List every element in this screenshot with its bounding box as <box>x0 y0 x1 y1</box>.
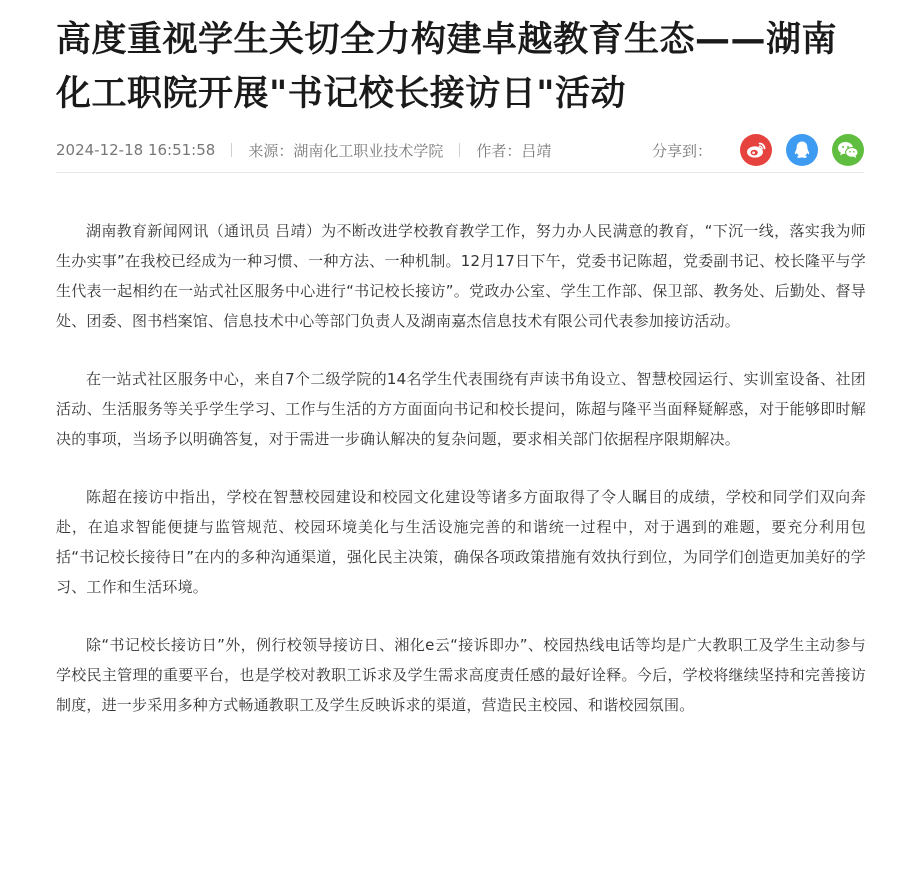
meta-divider <box>459 143 460 157</box>
qq-icon <box>793 140 811 160</box>
article-title-line-1: 高度重视学生关切全力构建卓越教育生态——湖南 <box>56 20 838 60</box>
article-source: 来源：湖南化工职业技术学院 <box>248 141 444 160</box>
article-paragraph-4: 除“书记校长接访日”外，例行校领导接访日、湘化e云“接诉即办”、校园热线电话等均是广大教职工及学生主动参与学校民主管理的重要平台，也是学校对教职工诉求及学生需求高度责任感的最好诠释。今后，学校将继续坚持和完善接访制度，进一步采用多种方式畅通教职工及学生反映诉求的渠道，营造民主校园、和谐校园氛围。 <box>56 636 866 714</box>
wechat-icon <box>837 141 859 159</box>
article-body <box>56 216 866 748</box>
article-paragraph-2: 在一站式社区服务中心，来自7个二级学院的14名学生代表围绕有声读书角设立、智慧校园运行、实训室设备、社团活动、生活服务等关乎学生学习、工作与生活的方方面面向书记和校长提问，陈超与隆平当面释疑解惑，对于能够即时解决的事项，当场予以明确答复，对于需进一步确认解决的复杂问题，要求相关部门依据程序限期解决。 <box>56 370 866 448</box>
article-author: 作者：吕靖 <box>476 141 552 160</box>
share-qq-button[interactable] <box>786 134 818 166</box>
article-paragraph-1: 湖南教育新闻网讯（通讯员 吕靖）为不断改进学校教育教学工作，努力办人民满意的教育，“下沉一线，落实我为师生办实事”在我校已经成为一种习惯、一种方法、一种机制。12月17日下午，党委书记陈超，党委副书记、校长隆平与学生代表一起相约在一站式社区服务中心进行“书记校长接访”。党政办公室、学生工作部、保卫部、教务处、后勤处、督导处、团委、图书档案馆、信息技术中心等部门负责人及湖南嘉杰信息技术有限公司代表参加接访活动。 <box>56 222 866 330</box>
share-weibo-button[interactable] <box>740 134 772 166</box>
publish-datetime: 2024-12-18 16:51:58 <box>56 141 216 159</box>
weibo-icon <box>746 141 766 159</box>
share-wechat-button[interactable] <box>832 134 864 166</box>
article-title <box>56 0 864 121</box>
article-title-line-2: 化工职院开展"书记校长接访日"活动 <box>56 74 626 114</box>
share-label: 分享到： <box>651 141 712 160</box>
article-meta <box>56 128 864 173</box>
article-paragraph-3: 陈超在接访中指出，学校在智慧校园建设和校园文化建设等诸多方面取得了令人瞩目的成绩，学校和同学们双向奔赴，在追求智能便捷与监管规范、校园环境美化与生活设施完善的和谐统一过程中，对于遇到的难题，要充分利用包括“书记校长接待日”在内的多种沟通渠道，强化民主决策，确保各项政策措施有效执行到位，为同学们创造更加美好的学习、工作和生活环境。 <box>56 488 866 596</box>
meta-divider <box>231 143 232 157</box>
